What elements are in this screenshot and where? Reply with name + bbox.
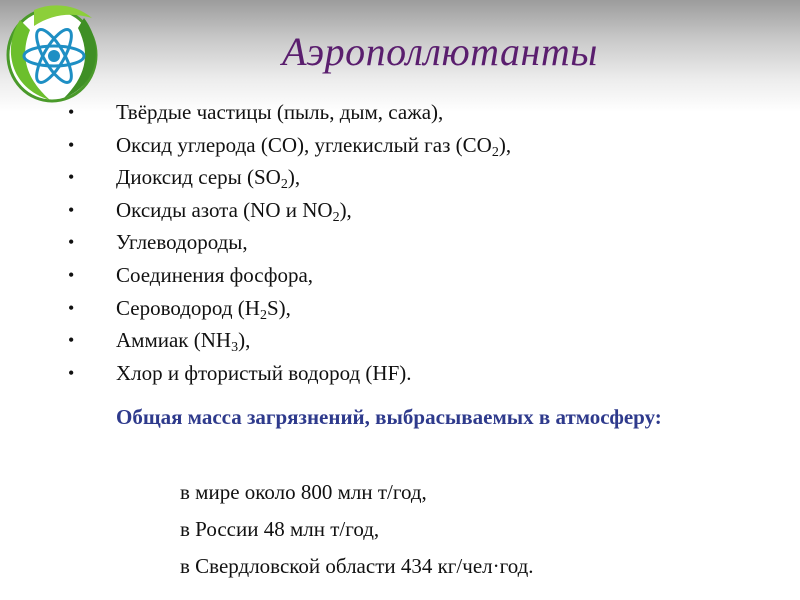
pollutant-list [68, 96, 512, 389]
pollutant-text-tail: ), [287, 165, 301, 190]
pollutant-text: Углеводороды, [116, 230, 248, 255]
pollutant-subscript: 2 [259, 307, 267, 323]
pollutant-item [68, 96, 511, 129]
pollutant-item [68, 161, 511, 194]
pollutant-subscript: 2 [332, 209, 340, 225]
pollutant-text: Хлор и фтористый водород (HF). [116, 360, 412, 385]
pollutant-text: Оксид углерода (CO), углекислый газ (CO [116, 132, 492, 157]
bullet-icon: • [68, 297, 75, 318]
emission-stat: в России 48 млн т/год, [180, 517, 380, 541]
bullet-icon: • [68, 134, 75, 155]
bullet-icon: • [68, 330, 75, 351]
bullet-icon: • [68, 232, 75, 253]
pollutant-text-tail: S), [266, 295, 291, 320]
pollutant-subscript: 2 [280, 177, 288, 193]
bullet-icon: • [68, 102, 75, 122]
pollutant-text-tail: ), [339, 197, 352, 222]
pollutant-item [68, 129, 512, 162]
pollutant-text: Оксиды азота (NO и NO [116, 197, 333, 222]
pollutant-subscript: 3 [231, 340, 239, 356]
emission-stat: в Свердловской области 434 кг/чел·год. [180, 554, 534, 578]
pollutant-text: Сероводород (H [116, 295, 260, 320]
pollutant-text: Соединения фосфора, [116, 262, 314, 287]
emission-stats [180, 474, 534, 585]
pollutant-item [68, 357, 511, 390]
summary-heading: Общая масса загрязнений, выбрасываемых в атмосферу: [116, 405, 662, 429]
pollutant-subscript: 2 [491, 144, 499, 160]
pollutant-item [68, 226, 511, 259]
pollutant-text: Аммиак (NH [116, 328, 232, 353]
pollutant-item [68, 194, 511, 227]
pollutant-text: Твёрдые частицы (пыль, дым, сажа), [116, 100, 444, 124]
pollutant-text-tail: ), [498, 132, 512, 157]
bullet-icon: • [68, 199, 75, 220]
bullet-icon: • [68, 167, 75, 188]
pollutant-item [68, 324, 511, 357]
slide-title: Аэрополлютанты [282, 29, 598, 74]
pollutant-text: Диоксид серы (SO [116, 165, 281, 190]
emission-stat: в мире около 800 млн т/год, [180, 480, 427, 504]
pollutant-text-tail: ), [238, 328, 251, 353]
bullet-icon: • [68, 264, 75, 285]
pollutant-item [68, 292, 511, 325]
bullet-icon: • [68, 362, 75, 383]
pollutant-item [68, 259, 511, 292]
